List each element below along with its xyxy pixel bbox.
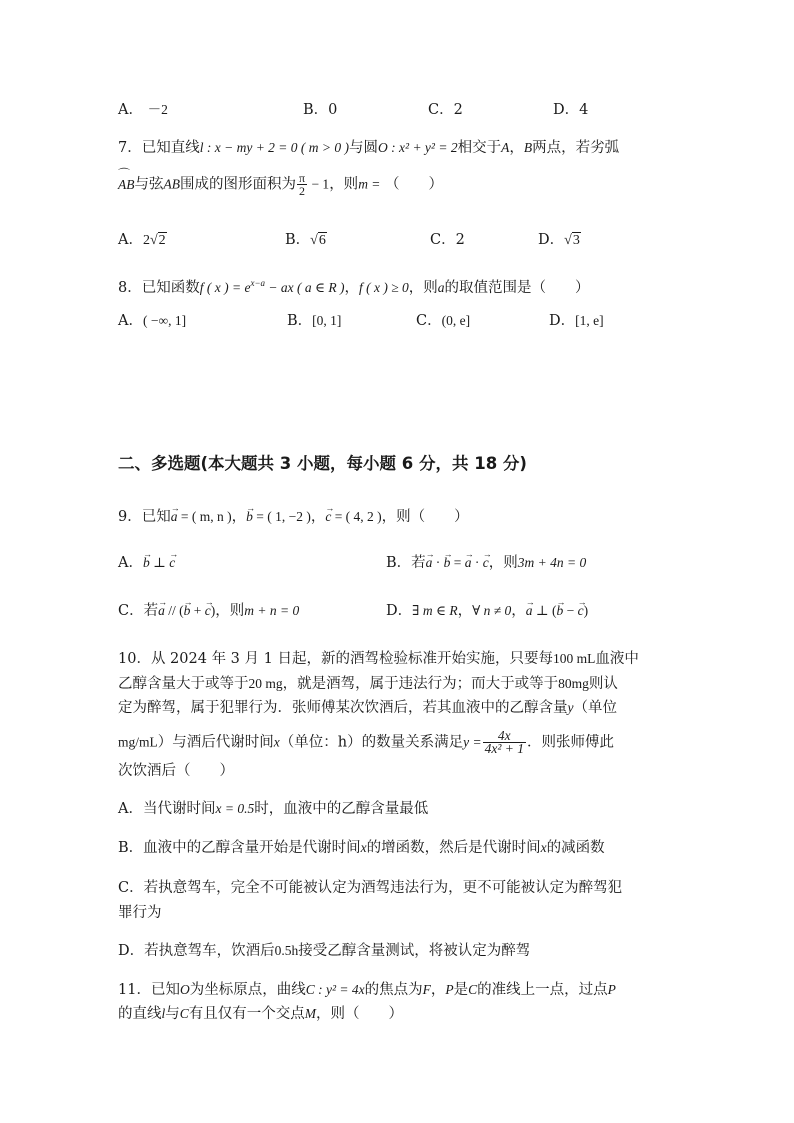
q11-stem-line1 [118,980,616,1000]
option-label: D． [386,603,413,619]
math-sqrt: 2√2 [142,233,166,248]
math-var: C [468,982,478,997]
radicand: 6 [318,233,326,248]
vector-a: → a [426,553,433,573]
math-expr: = ( 4, 2 ) [331,509,382,524]
option-label: A． [118,232,143,248]
q10-stem-line4 [118,730,614,755]
math-var: x [273,734,280,750]
section-heading: 二、多选题(本大题共 3 小题，每小题 6 分，共 18 分) [118,454,527,473]
q10-stem-line1 [118,649,639,669]
text: 10．从 2024 年 3 月 1 日起，新的酒驾检验标准开始实施，只要每 [118,651,553,667]
text: 乙醇含量大于或等于 [118,676,249,692]
text: 有且仅有一个交点 [188,1006,305,1022]
option-label: B． [285,232,311,248]
math-var: F [422,982,431,997]
math-op: − [563,603,578,618]
vector-b: → b [246,507,253,527]
q6-option-a [118,100,168,120]
q7-stem-line2 [118,172,443,197]
text: ，就是酒驾，属于违法行为；而大于或等于 [282,676,559,692]
vector-c: → c [169,553,175,573]
vector-c: → c [205,601,211,621]
math-line: l : x − my + 2 = 0 ( m > 0 ) [199,140,350,155]
math-expr: = ( 1, −2 ) [252,509,311,524]
question-number: 7． [118,140,142,156]
math-circle: O : x² + y² = 2 [378,140,458,155]
q6-option-d: D．4 [553,102,589,118]
math-equation: m + n = 0 [244,603,300,618]
q10-stem-line2 [118,674,618,694]
option-label: A． [118,313,143,329]
q8-option-d [549,311,604,331]
math-op: ⊥ [149,555,170,570]
q8-option-c [416,311,470,331]
q9-stem [118,507,469,527]
vector-b: → b [143,553,150,573]
text: ，则 [329,176,359,193]
option-label: B． [287,313,313,329]
vector-c: → c [578,601,584,621]
text: D．若执意驾车，饮酒后 [118,943,275,959]
text: 相交于 [457,140,502,156]
text: ，则（ ） [381,509,469,525]
q7-stem-line1 [118,138,619,158]
text: ， [430,982,446,998]
math-var: A [501,140,510,155]
text: ， [231,509,247,525]
math-op: // ( [164,603,184,618]
vector-b: → b [184,601,191,621]
math-var: x [360,840,367,855]
question-number: 8． [118,279,142,296]
text: A．当代谢时间 [118,801,216,817]
text: ， [310,509,326,525]
math-expr: = ( m, n ) [177,509,232,524]
q8-option-a [118,311,186,331]
option-label: D． [549,313,576,329]
math-var: m = [358,176,381,192]
q8-stem [118,273,590,298]
math-quantifier: ∀ n ≠ 0 [472,603,512,618]
math-var: B [523,140,533,155]
q9-option-a [118,553,175,573]
math-var: O [179,982,190,997]
math-var: l [161,1006,166,1021]
math-op: ) [583,603,589,618]
option-label: A． [118,555,143,571]
question-number: 9． [118,509,142,525]
vector-a: → a [526,601,533,621]
option-label: D． [538,232,565,248]
math-var: AB [163,176,180,192]
q7-option-d [538,230,581,251]
math-var: y [567,700,574,715]
vector-a: → a [158,601,165,621]
math-fraction [297,172,307,197]
option-label: C．若 [118,603,159,619]
math-expr: − ax ( a ∈ R ) [265,279,345,295]
math-sqrt: √3 [564,233,580,248]
math-var: M [304,1006,317,1021]
math-var: C [179,1006,189,1021]
math-op: = [450,555,465,570]
fraction-numerator: 4x [483,730,526,743]
math-unit: mg/mL [118,734,158,750]
q10-option-c-line2: 罪行为 [118,905,162,921]
vector-c: → c [483,553,489,573]
text: B．血液中的乙醇含量开始是代谢时间 [118,840,361,856]
math-fraction [483,730,526,755]
fraction-numerator: π [299,171,306,185]
text: 为坐标原点，曲线 [189,982,306,998]
math-expr: y = [463,734,482,750]
text: 与 [165,1006,180,1022]
text: 定为醉驾，属于犯罪行为．张师傅某次饮酒后，若其血液中的乙醇含量 [118,700,568,716]
text: 的焦点为 [364,982,423,998]
math-quantifier: ∃ m ∈ R [412,603,458,618]
text: 的取值范围是（ ） [444,279,590,296]
q9-option-b [386,553,586,573]
q6-option-b: B．0 [303,102,338,118]
text: 与圆 [349,140,379,156]
math-expr: − 1 [308,176,330,192]
option-value: ( −∞, 1] [142,313,187,328]
q11-stem-line2 [118,1004,403,1024]
text: ，则（ ） [316,1006,404,1022]
vector-c: → c [325,507,331,527]
option-value: (0, e] [441,313,471,328]
text: 11．已知 [118,982,180,998]
text: 接受乙醇含量测试，将被认定为醉驾 [298,943,531,959]
q7-option-a [118,230,167,251]
radicand: 3 [572,233,580,248]
q7-option-b [285,230,327,251]
math-func: f ( x ) = e [199,279,251,295]
fraction-denominator: 4x² + 1 [484,741,524,756]
text: 已知 [141,509,171,525]
q9-option-c [118,601,299,621]
math-var: x [540,840,547,855]
math-unit: 80mg [558,676,589,691]
text: 则认 [588,676,618,692]
answer-blank: （ ） [380,176,444,193]
math-equation: 3m + 4n = 0 [517,555,587,570]
q9-option-d [386,601,588,621]
text: ， [511,603,526,619]
q10-option-b [118,838,605,858]
text: 时，血液中的乙醇含量最低 [254,801,429,817]
math-op: · [432,555,444,570]
q10-stem-line3 [118,698,617,718]
coefficient: 2 [142,233,150,248]
text: ．则张师傅此 [526,734,614,751]
q10-stem-line5: 次饮酒后（ ） [118,763,234,779]
q10-option-a [118,799,428,819]
q8-option-b [287,311,341,331]
math-curve: C : y² = 4x [305,982,365,997]
math-exponent: x−a [250,278,266,288]
vector-b: → b [444,553,451,573]
q7-option-c: C．2 [430,232,465,248]
math-op: + [190,603,205,618]
option-label: A． [118,102,143,118]
text: ）与酒后代谢时间 [157,734,274,751]
math-var: P [607,982,616,997]
option-label: B．若 [386,555,426,571]
text: 两点，若劣弧 [532,140,620,156]
text: ， [509,140,524,156]
math-unit: 100 mL [552,651,596,666]
math-op: ) [210,603,216,618]
option-value: [0, 1] [312,313,342,328]
text: （单位：h）的数量关系满足 [279,734,464,751]
radicand: 2 [158,233,166,248]
text: 与弦 [134,176,164,193]
vector-b: → b [556,601,563,621]
text: 已知直线 [141,140,200,156]
math-arc: ⌒ AB [118,175,135,195]
vector-a: → a [171,507,178,527]
text: ，则 [408,279,438,296]
math-var: a [437,279,445,295]
math-op: · [471,555,483,570]
q10-option-d [118,941,530,961]
vector-a: → a [465,553,472,573]
text: 血液中 [595,651,639,667]
option-label: C． [416,313,442,329]
text: （单位 [573,700,617,716]
q6-option-c: C．2 [428,102,463,118]
text: 的直线 [118,1006,162,1022]
text: 的准线上一点，过点 [477,982,608,998]
text: ，则 [488,555,518,571]
text: 的减函数 [546,840,605,856]
math-unit: 0.5h [274,943,299,958]
text: ，则 [215,603,245,619]
math-op: ⊥ ( [532,603,557,618]
text: 围成的图形面积为 [180,176,296,193]
text: 是 [453,982,469,998]
math-expr: x = 0.5 [215,801,255,816]
math-var: P [445,982,454,997]
fraction-denominator: 2 [299,184,306,198]
option-value: [1, e] [575,313,604,328]
q10-option-c-line1: C．若执意驾车，完全不可能被认定为酒驾违法行为，更不可能被认定为醉驾犯 [118,880,623,896]
text: 已知函数 [141,279,200,296]
text: 的增函数，然后是代谢时间 [366,840,541,856]
text: ， [457,603,473,619]
text: ， [344,279,359,296]
math-sqrt: √6 [310,233,326,248]
option-value: －2 [147,102,168,117]
math-unit: 20 mg [248,676,283,691]
math-condition: f ( x ) ≥ 0 [359,279,409,295]
